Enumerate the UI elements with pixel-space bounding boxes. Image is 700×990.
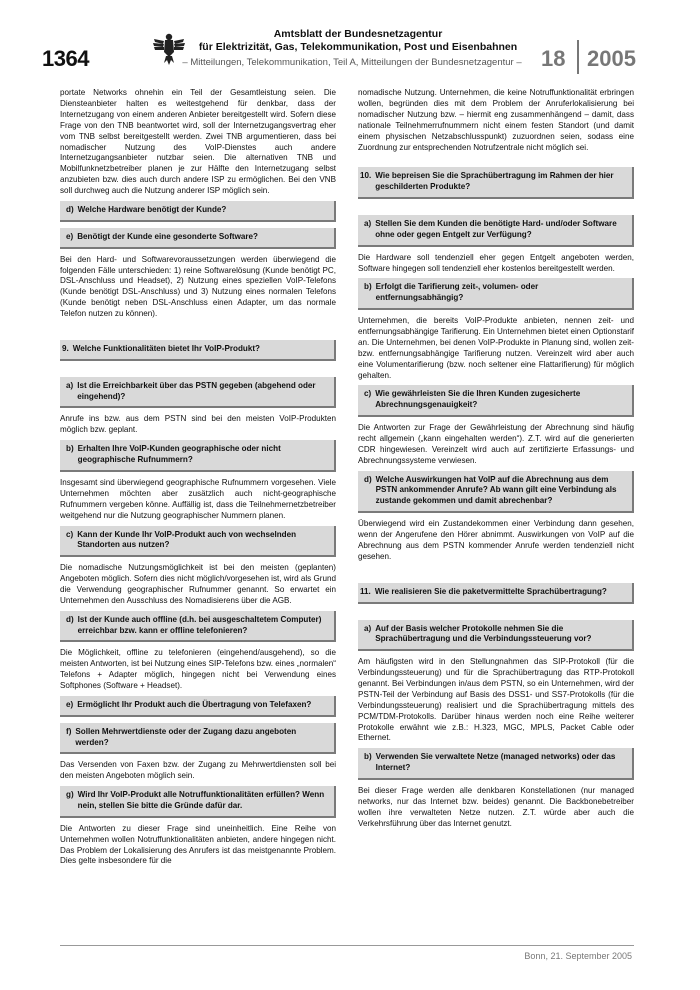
question-box-9c bbox=[60, 526, 336, 558]
paragraph: Anrufe ins bzw. aus dem PSTN sind bei den meisten VoIP-Produkten möglich bzw. geplant. bbox=[60, 414, 336, 435]
question-label: b) bbox=[364, 282, 372, 292]
gazette-subtitle: – Mitteilungen, Telekommunikation, Teil A, Mitteilungen der Bundesnetzagentur – bbox=[182, 57, 522, 68]
question-text: Welche Hardware benötigt der Kunde? bbox=[77, 205, 227, 215]
question-text: Stellen Sie dem Kunden die benötigte Hard- und/oder Software ohne oder gegen Entgelt zur Verfügung? bbox=[375, 219, 617, 239]
left-column bbox=[60, 88, 336, 871]
footer-divider bbox=[60, 945, 634, 946]
paragraph: Insgesamt sind überwiegend geographische Rufnummern vorgesehen. Viele Unternehmen möchten aber zusätzlich auch nicht-geographische Rufnummern vergeben könne. Auffällig ist, dass die Teilnehmernetzbetreiber weitgehend nur die Nutzung geographischer Nummern planen. bbox=[60, 477, 336, 520]
question-label: 10. bbox=[360, 171, 372, 181]
question-box-9e bbox=[60, 696, 336, 717]
paragraph: Das Versenden von Faxen bzw. der Zugang zu Mehrwertdiensten soll bei den meisten Angeboten möglich sein. bbox=[60, 760, 336, 781]
question-text: Benötigt der Kunde eine gesonderte Software? bbox=[77, 231, 258, 241]
paragraph: Bei den Hard- und Softwarevoraussetzungen werden überwiegend die folgenden Fälle unterschieden: 1) reine Softwarelösung (Kunde benötigt PC, DSL-Anschluss und Headset), 2) Nutzung eines speziellen VoIP-Telefons (Kunde benötigt DSL-Anschluss) und 3) Nutzung eines normalen Telefons (Kunde benötigt neben DSL-Anschluss einen Adapter, um das normale Telefon nutzen zu können). bbox=[60, 254, 336, 319]
question-label: d) bbox=[66, 614, 74, 624]
paragraph: Am häufigsten wird in den Stellungnahmen das SIP-Protokoll (für die Verbindungssteuerung) und für die Sprachübertragung das RTP-Protokoll genannt. Bei Verbindungen in/aus dem PSTN, so ein Unternehmen, wird der PSTN-Teil der Verbindung auf Basis des DSS1- und SS7-Protokolls (für die Verbindungssteuerung) realisiert und die Sprachübertragung mittels des PCM/TDM-Protokolls. Darüber hinaus werden noch eine Reihe weiterer Protokolle erwähnt wie z.B.: H.323, MGC, MPLS, Packet Cable oder Ethernet. bbox=[358, 657, 634, 743]
question-label: a) bbox=[66, 380, 74, 390]
question-label: b) bbox=[66, 444, 74, 454]
question-label: a) bbox=[364, 219, 372, 229]
question-box-9b bbox=[60, 440, 336, 472]
question-text: Verwenden Sie verwaltete Netze (managed networks) oder das Internet? bbox=[375, 752, 616, 773]
page-footer: Bonn, 21. September 2005 bbox=[524, 951, 632, 961]
question-box-10b bbox=[358, 278, 634, 310]
question-box-11 bbox=[358, 583, 634, 604]
question-box-9f bbox=[60, 723, 336, 755]
question-text: Auf der Basis welcher Protokolle nehmen Sie die Sprachübertragung und die Verbindungssteuerung vor? bbox=[375, 623, 592, 644]
paragraph: Die Hardware soll tendenziell eher gegen Entgelt angeboten werden, Software hingegen soll tendenziell eher kostenlos bereitgestellt werden. bbox=[358, 252, 634, 273]
paragraph: Bei dieser Frage werden alle denkbaren Konstellationen (nur managed networks, nur das Internet bzw. beides) genannt. Die Backbonebetreiber wollen ihre verwalteten Netze nutzen. Z.T. würde aber auch die Verkehrsführung über das Internet genutzt. bbox=[358, 785, 634, 828]
question-label: e) bbox=[66, 231, 74, 241]
question-text: Erhalten Ihre VoIP-Kunden geographische oder nicht geographische Rufnummern? bbox=[77, 444, 281, 465]
paragraph: nomadische Nutzung. Unternehmen, die keine Notruffunktionalität erbringen wollen, begründen dies mit dem Problem der Anruferlokalisierung bei nomadischer Nutzung bzw. – hiermit eng zusammenhängend – damit, dass nationale Teilnehmerrufnummern nicht einem festen Standort (und damit einem physischen Netzabschlusspunkt) zuzuordnen seien, sodass eine Zuordnung zur entsprechenden Notrufzentrale nicht möglich sei. bbox=[358, 88, 634, 152]
issue-divider bbox=[577, 40, 579, 74]
paragraph: Unternehmen, die bereits VoIP-Produkte anbieten, nennen zeit- und entfernungsabhängige Tarifierung. Ein Unternehmen bietet einen Optionstarif an. Die Unternehmen, bei denen VoIP-Produkte in Planung sind, wollen zeit- bzw. entfernungsabhängige Tarifierung nutzen. Vereinzelt wird aber auch eine Volumentarifierung (bzw. noch seltener eine Flattarifierung) für möglich gehalten. bbox=[358, 316, 634, 380]
issue-year: 2005 bbox=[587, 46, 636, 71]
issue-number: 18 bbox=[541, 46, 566, 71]
question-text: Wie gewährleisten Sie die Ihren Kunden zugesicherte Abrechnungsgenauigkeit? bbox=[375, 389, 581, 410]
page-number: 1364 bbox=[42, 46, 89, 71]
page-header bbox=[0, 0, 700, 80]
question-box-9g bbox=[60, 786, 336, 818]
question-box-10 bbox=[358, 167, 634, 199]
question-box-11b bbox=[358, 748, 634, 780]
question-box-9d bbox=[60, 611, 336, 643]
question-box-d bbox=[60, 201, 336, 222]
paragraph: Die Antworten zu dieser Frage sind uneinheitlich. Eine Reihe von Unternehmen wollen Notruffunktionalitäten anbieten, andere hingegen nicht. Das Problem der Lokalisierung des Anrufers ist das meistgenannte Problem. Dies gelte insbesondere für die bbox=[60, 823, 336, 866]
gazette-title bbox=[198, 28, 518, 53]
question-text: Ermöglicht Ihr Produkt auch die Übertragung von Telefaxen? bbox=[77, 699, 312, 709]
question-text: Wie bepreisen Sie die Sprachübertragung im Rahmen der hier geschilderten Produkte? bbox=[375, 171, 614, 192]
question-text: Wird Ihr VoIP-Produkt alle Notruffunktionalitäten erfüllen? Wenn nein, stellen Sie bitte die Gründe dafür dar. bbox=[77, 790, 325, 810]
question-label: b) bbox=[364, 752, 372, 762]
question-text: Sollen Mehrwertdienste oder der Zugang dazu angeboten werden? bbox=[75, 726, 297, 747]
question-box-9 bbox=[60, 340, 336, 361]
question-label: c) bbox=[364, 389, 372, 399]
question-label: a) bbox=[364, 623, 372, 633]
question-box-11a bbox=[358, 620, 634, 652]
question-label: d) bbox=[66, 205, 74, 215]
question-box-e bbox=[60, 228, 336, 249]
paragraph: Die nomadische Nutzungsmöglichkeit ist bei den meisten (geplanten) Angeboten möglich. Sofern dies nicht möglich/vorgesehen ist, wird als Grund die Verwendung geographischer Rufnummer genannt. So erwartet ein Unternehmen den Ausschluss des Nomadisierens über die AGB. bbox=[60, 563, 336, 605]
question-text: Welche Funktionalitäten bietet Ihr VoIP-Produkt? bbox=[72, 344, 260, 354]
gazette-title-line1: Amtsblatt der Bundesnetzagentur bbox=[273, 28, 443, 40]
question-label: f) bbox=[66, 726, 72, 736]
question-label: 9. bbox=[62, 344, 69, 354]
question-label: c) bbox=[66, 529, 74, 539]
question-text: Ist die Erreichbarkeit über das PSTN gegeben (abgehend oder eingehend)? bbox=[77, 380, 316, 401]
question-text: Kann der Kunde Ihr VoIP-Produkt auch von wechselnden Standorten aus nutzen? bbox=[77, 529, 297, 550]
paragraph: Überwiegend wird ein Zustandekommen einer Verbindung dann gesehen, wenn der Angerufene den Hörer abnimmt. Auswirkungen von VoIP auf die Abrechnung aus dem PSTN kommender Anrufe werden tendenziell nicht gesehen. bbox=[358, 519, 634, 561]
question-box-10d bbox=[358, 471, 634, 513]
question-text: Wie realisieren Sie die paketvermittelte Sprachübertragung? bbox=[374, 586, 607, 596]
question-box-10a bbox=[358, 215, 634, 247]
question-text: Erfolgt die Tarifierung zeit-, volumen- oder entfernungsabhängig? bbox=[375, 282, 539, 303]
question-label: d) bbox=[364, 474, 372, 484]
question-box-10c bbox=[358, 385, 634, 417]
question-box-9a bbox=[60, 377, 336, 409]
question-label: e) bbox=[66, 699, 74, 709]
question-text: Welche Auswirkungen hat VoIP auf die Abrechnung aus dem PSTN ankommender Anrufe? Ab wann gilt eine Verbindung als zustande gekommen und damit abrechenbar? bbox=[375, 474, 617, 506]
right-column bbox=[358, 88, 634, 834]
paragraph: Die Antworten zur Frage der Gewährleistung der Abrechnung sind häufig recht allgemein („kann eingehalten werden“). Z.T. wird auf die generierten CDR hingewiesen. Vereinzelt wird auch auf zertifizierte Erfassungs- und Abrechnungssysteme verwiesen. bbox=[358, 423, 634, 465]
question-label: 11. bbox=[360, 586, 371, 596]
question-label: g) bbox=[66, 790, 74, 800]
question-text: Ist der Kunde auch offline (d.h. bei ausgeschaltetem Computer) erreichbar bzw. kann er offline telefonieren? bbox=[77, 614, 322, 635]
paragraph: portate Networks ohnehin ein Teil der Gesamtleistung seien. Die Diensteanbieter halten es weitestgehend für denkbar, dass der Internetzugang von einem anderen Anbieter bereitgestellt wird. Sofern diese Frage von den TNB beantwortet wird, soll der Internetzugangsvertrag eher vom TNB selbst bereitgestellt werden. Zwei TNB argumentieren, dass bei nomadischer Nutzung des VoIP-Dienstes auch andere Internetzugangsanbieter nutzbar seien. Die alternativen TNB und Mobilfunknetzbetreiber planen je zur Hälfte den Internetzugang selbst anzubieten bzw. dies auch durch andere ISP zu ermöglichen. Bei den VNB soll durchweg auch die Nutzung anderer ISP möglich sein. bbox=[60, 88, 336, 196]
gazette-title-line2: für Elektrizität, Gas, Telekommunikation, Post und Eisenbahnen bbox=[198, 40, 518, 53]
paragraph: Die Möglichkeit, offline zu telefonieren (eingehend/ausgehend), so die meisten Antworten, ist bei Nutzung eines SIP-Telefons bzw. eines „normalen“ Telefons + Adapter möglich, hingegen nicht bei Verwendung eines Softphones (Software + Headset). bbox=[60, 648, 336, 691]
